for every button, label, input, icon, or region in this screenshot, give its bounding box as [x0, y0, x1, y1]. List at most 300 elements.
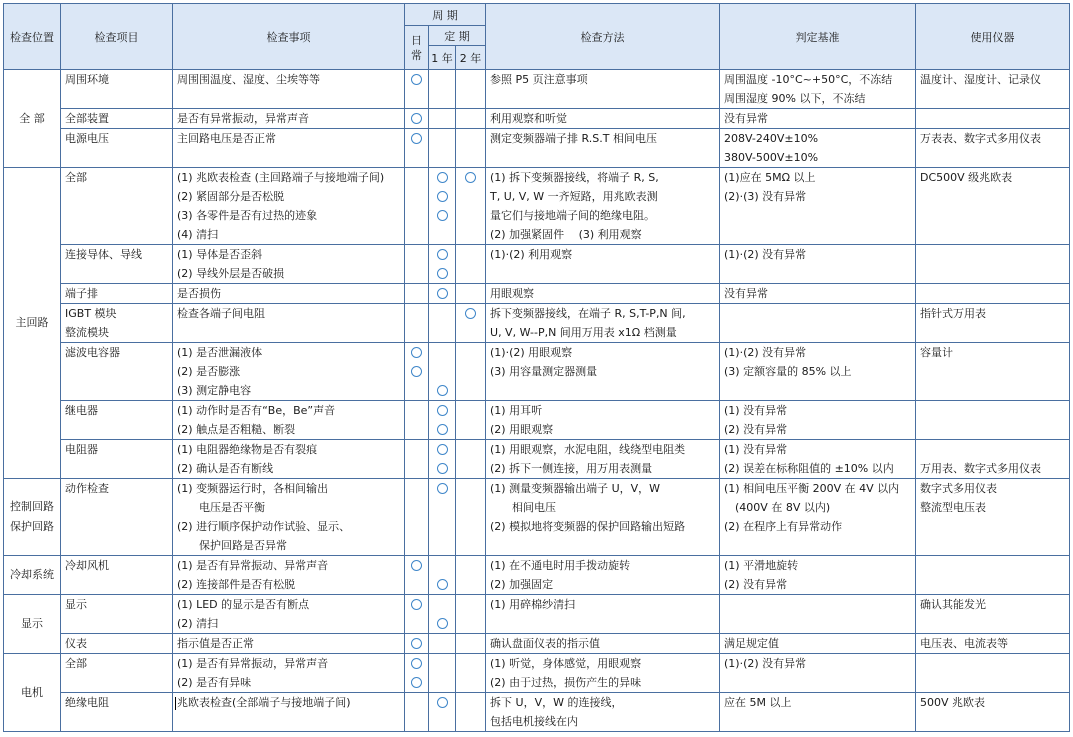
- cell-text-line: (2) 加强固定: [490, 578, 554, 591]
- year1-cell: [429, 479, 456, 556]
- empty-slot: [456, 498, 485, 517]
- header-item: 检查项目: [61, 4, 173, 70]
- cell-text-line: (2) 拆下一侧连接，用万用表测量: [490, 462, 653, 475]
- mark-slot: [405, 70, 428, 89]
- year1-cell: [429, 595, 456, 634]
- empty-slot: [405, 304, 428, 323]
- cell-text-line: (3) 各零件是否有过热的迹象: [177, 209, 318, 222]
- cell-text-line: 测定变频器端子排 R.S.T 相间电压: [490, 132, 657, 145]
- empty-slot: [456, 343, 485, 362]
- item-cell: [61, 168, 173, 245]
- cell-text-line: 周围围温度、湿度、尘埃等等: [177, 73, 320, 86]
- instrument-cell: [916, 556, 1070, 595]
- header-year1: 1 年: [429, 46, 456, 70]
- instrument-cell: [916, 245, 1070, 284]
- circle-mark-icon: [437, 697, 448, 708]
- empty-slot: [405, 381, 428, 400]
- cell-text-line: 兆欧表检查(全部端子与接地端子间): [177, 696, 351, 709]
- empty-slot: [405, 225, 428, 244]
- year1-cell: [429, 654, 456, 693]
- cell-text-line: 连接导体、导线: [65, 248, 142, 261]
- cell-text-line: 容量计: [920, 346, 954, 359]
- table-row: [4, 70, 1070, 109]
- empty-slot: [429, 556, 455, 575]
- empty-slot: [405, 245, 428, 264]
- empty-slot: [405, 187, 428, 206]
- empty-slot: [429, 148, 455, 167]
- cell-text-line: 温度计、湿度计、记录仪: [920, 73, 1042, 86]
- cell-text-line: 量它们与接地端子间的绝缘电阻。: [490, 209, 656, 222]
- mark-slot: [429, 420, 455, 439]
- year1-cell: [429, 634, 456, 654]
- empty-slot: [456, 614, 485, 633]
- category-cell: 电机: [4, 654, 61, 732]
- empty-slot: [405, 264, 428, 283]
- cell-text-line: (2) 连接部件是否有松脱: [177, 578, 296, 591]
- circle-mark-icon: [437, 249, 448, 260]
- year1-cell: [429, 343, 456, 401]
- year2-cell: [456, 70, 486, 109]
- cell-text-line: [916, 284, 1069, 303]
- criteria-cell: [720, 70, 916, 109]
- circle-mark-icon: [411, 366, 422, 377]
- cell-text-line: 全部: [65, 657, 87, 670]
- empty-slot: [429, 712, 455, 731]
- cell-text-line: 确认其能发光: [920, 598, 987, 611]
- cell-text-line: [720, 304, 915, 323]
- criteria-cell: [720, 595, 916, 634]
- cell-text-line: 电源电压: [65, 132, 109, 145]
- cell-text-line: 滤波电容器: [65, 346, 120, 359]
- method-cell: [486, 595, 720, 634]
- table-row: [4, 479, 1070, 556]
- cell-text-line: (1) 测量变频器输出端子 U，V，W: [490, 482, 661, 495]
- category-cell: 显示: [4, 595, 61, 654]
- year2-cell: [456, 401, 486, 440]
- circle-mark-icon: [437, 268, 448, 279]
- daily-cell: [405, 109, 429, 129]
- daily-cell: [405, 440, 429, 479]
- circle-mark-icon: [411, 74, 422, 85]
- circle-mark-icon: [437, 172, 448, 183]
- cell-text-line: 380V-500V±10%: [724, 151, 819, 164]
- empty-slot: [456, 245, 485, 264]
- mark-slot: [429, 206, 455, 225]
- mark-slot: [405, 343, 428, 362]
- year2-cell: [456, 304, 486, 343]
- mark-slot: [405, 556, 428, 575]
- mark-slot: [429, 459, 455, 478]
- instrument-cell: [916, 284, 1070, 304]
- empty-slot: [456, 712, 485, 731]
- method-cell: [486, 479, 720, 556]
- mark-slot: [429, 264, 455, 283]
- cell-text-line: 显示: [65, 598, 87, 611]
- table-row: [4, 304, 1070, 343]
- daily-cell: [405, 634, 429, 654]
- daily-cell: [405, 595, 429, 634]
- circle-mark-icon: [411, 599, 422, 610]
- cell-text-line: 拆下 U，V，W 的连接线，: [490, 696, 623, 709]
- table-row: [4, 109, 1070, 129]
- cell-text-line: (1)·(2) 用眼观察: [490, 346, 573, 359]
- circle-mark-icon: [411, 133, 422, 144]
- cell-text-line: 继电器: [65, 404, 98, 417]
- category-cell: 控制回路 保护回路: [4, 479, 61, 556]
- cell-text-line: [916, 556, 1069, 575]
- empty-slot: [429, 634, 455, 653]
- empty-slot: [456, 420, 485, 439]
- method-cell: [486, 693, 720, 732]
- empty-slot: [456, 264, 485, 283]
- cell-text-line: 满足规定值: [724, 637, 780, 650]
- empty-slot: [456, 284, 485, 303]
- empty-slot: [456, 536, 485, 555]
- matter-cell: [173, 556, 405, 595]
- cell-text-line: (2) 触点是否粗糙、断裂: [177, 423, 296, 436]
- circle-mark-icon: [437, 483, 448, 494]
- empty-slot: [456, 362, 485, 381]
- empty-slot: [429, 343, 455, 362]
- cell-text-line: 500V 兆欧表: [920, 696, 986, 709]
- cell-text-line: 周围温度 -10°C~+50°C，不冻结: [724, 73, 893, 86]
- category-cell: 冷却系统: [4, 556, 61, 595]
- cell-text-line: (1) 平滑地旋转: [724, 559, 799, 572]
- cell-text-line: 电阻器: [65, 443, 98, 456]
- criteria-cell: [720, 245, 916, 284]
- empty-slot: [429, 129, 455, 148]
- empty-slot: [456, 459, 485, 478]
- item-cell: [61, 556, 173, 595]
- empty-slot: [405, 401, 428, 420]
- empty-slot: [429, 304, 455, 323]
- cell-text-line: 周围湿度 90% 以下，不冻结: [724, 92, 866, 105]
- matter-cell: [173, 479, 405, 556]
- cell-text-line: 检查各端子间电阻: [177, 307, 265, 320]
- header-instrument: 使用仪器: [916, 4, 1070, 70]
- instrument-cell: [916, 343, 1070, 401]
- matter-cell: [173, 129, 405, 168]
- mark-slot: [456, 168, 485, 187]
- instrument-cell: [916, 634, 1070, 654]
- criteria-cell: [720, 634, 916, 654]
- cell-text-line: (1)·(2) 没有异常: [724, 248, 807, 261]
- item-cell: [61, 109, 173, 129]
- method-cell: [486, 343, 720, 401]
- year2-cell: [456, 693, 486, 732]
- criteria-cell: [720, 401, 916, 440]
- empty-slot: [456, 673, 485, 692]
- cell-text-line: (2)·(3) 没有异常: [724, 190, 807, 203]
- method-cell: [486, 70, 720, 109]
- cell-text-line: 是否损伤: [177, 287, 221, 300]
- circle-mark-icon: [437, 463, 448, 474]
- cell-text-line: (1) 听觉，身体感觉，用眼观察: [490, 657, 642, 670]
- item-cell: [61, 129, 173, 168]
- mark-slot: [429, 245, 455, 264]
- mark-slot: [405, 109, 428, 128]
- cell-text-line: (2) 进行顺序保护动作试验、显示、: [177, 520, 351, 533]
- year2-cell: [456, 168, 486, 245]
- year1-cell: [429, 129, 456, 168]
- cell-text-line: 全部: [65, 171, 87, 184]
- cell-text-line: (1) 是否泄漏液体: [177, 346, 263, 359]
- empty-slot: [405, 148, 428, 167]
- cell-text-line: 相间电压: [490, 501, 557, 514]
- empty-slot: [456, 187, 485, 206]
- criteria-cell: [720, 168, 916, 245]
- empty-slot: [456, 634, 485, 653]
- empty-slot: [405, 614, 428, 633]
- circle-mark-icon: [465, 172, 476, 183]
- cell-text-line: 应在 5M 以上: [724, 696, 792, 709]
- daily-cell: [405, 654, 429, 693]
- empty-slot: [429, 109, 455, 128]
- circle-mark-icon: [411, 560, 422, 571]
- method-cell: [486, 401, 720, 440]
- cell-text-line: (1)·(2) 利用观察: [490, 248, 573, 261]
- cell-text-line: (2) 确认是否有断线: [177, 462, 274, 475]
- table-row: [4, 556, 1070, 595]
- header-matter: 检查事项: [173, 4, 405, 70]
- empty-slot: [405, 536, 428, 555]
- empty-slot: [456, 323, 485, 342]
- instrument-cell: [916, 693, 1070, 732]
- empty-slot: [456, 575, 485, 594]
- instrument-cell: [916, 129, 1070, 168]
- inspection-table: [3, 3, 1070, 732]
- cell-text-line: 电压是否平衡: [177, 501, 265, 514]
- method-cell: [486, 440, 720, 479]
- cell-text-line: 保护回路是否异常: [177, 539, 287, 552]
- method-cell: [486, 109, 720, 129]
- item-cell: [61, 70, 173, 109]
- cell-text-line: 绝缘电阻: [65, 696, 109, 709]
- cell-text-line: (1) 是否有异常振动、异常声音: [177, 559, 329, 572]
- daily-cell: [405, 343, 429, 401]
- cell-text-line: (2) 没有异常: [724, 578, 788, 591]
- table-row: [4, 245, 1070, 284]
- empty-slot: [429, 362, 455, 381]
- mark-slot: [405, 634, 428, 653]
- criteria-cell: [720, 440, 916, 479]
- cell-text-line: (1) 用碎棉纱清扫: [490, 598, 576, 611]
- cell-text-line: (3) 测定静电容: [177, 384, 252, 397]
- circle-mark-icon: [465, 308, 476, 319]
- criteria-cell: [720, 693, 916, 732]
- item-cell: [61, 479, 173, 556]
- cell-text-line: 全部装置: [65, 112, 109, 125]
- empty-slot: [456, 401, 485, 420]
- empty-slot: [429, 225, 455, 244]
- daily-cell: [405, 401, 429, 440]
- cell-text-line: (2) 由于过热，损伤产生的异味: [490, 676, 642, 689]
- criteria-cell: [720, 129, 916, 168]
- year1-cell: [429, 245, 456, 284]
- cell-text-line: (1) 是否有异常振动，异常声音: [177, 657, 329, 670]
- table-row: [4, 440, 1070, 479]
- empty-slot: [405, 206, 428, 225]
- instrument-cell: [916, 479, 1070, 556]
- cell-text-line: 拆下变频器接线，在端子 R, S,T-P,N 间,: [490, 307, 686, 320]
- empty-slot: [456, 479, 485, 498]
- cell-text-line: U, V, W--P,N 间用万用表 x1Ω 档测量: [490, 326, 677, 339]
- empty-slot: [456, 89, 485, 108]
- empty-slot: [456, 556, 485, 575]
- table-row: [4, 693, 1070, 732]
- circle-mark-icon: [437, 210, 448, 221]
- year1-cell: [429, 109, 456, 129]
- cell-text-line: 是否有异常振动，异常声音: [177, 112, 309, 125]
- empty-slot: [456, 654, 485, 673]
- year1-cell: [429, 401, 456, 440]
- year1-cell: [429, 440, 456, 479]
- year2-cell: [456, 654, 486, 693]
- table-row: [4, 654, 1070, 693]
- item-cell: [61, 595, 173, 634]
- mark-slot: [429, 187, 455, 206]
- cell-text-line: (1)应在 5MΩ 以上: [724, 171, 816, 184]
- circle-mark-icon: [437, 405, 448, 416]
- cell-text-line: (400V 在 8V 以内): [724, 501, 831, 514]
- matter-cell: [173, 284, 405, 304]
- cell-text-line: 冷却风机: [65, 559, 109, 572]
- mark-slot: [429, 284, 455, 303]
- empty-slot: [456, 109, 485, 128]
- table-row: [4, 284, 1070, 304]
- cell-text-line: (1) 用眼观察，水泥电阻，线绕型电阻类: [490, 443, 686, 456]
- table-row: [4, 401, 1070, 440]
- cell-text-line: (1)·(2) 没有异常: [724, 657, 807, 670]
- empty-slot: [405, 440, 428, 459]
- criteria-cell: [720, 556, 916, 595]
- item-cell: [61, 440, 173, 479]
- cell-text-line: (2) 用眼观察: [490, 423, 554, 436]
- mark-slot: [429, 381, 455, 400]
- criteria-cell: [720, 284, 916, 304]
- year1-cell: [429, 168, 456, 245]
- empty-slot: [429, 70, 455, 89]
- daily-cell: [405, 693, 429, 732]
- year1-cell: [429, 556, 456, 595]
- matter-cell: [173, 343, 405, 401]
- item-cell: [61, 401, 173, 440]
- empty-slot: [405, 479, 428, 498]
- year1-cell: [429, 284, 456, 304]
- empty-slot: [405, 420, 428, 439]
- header-criteria: 判定基准: [720, 4, 916, 70]
- cell-text-line: (2) 导线外层是否破损: [177, 267, 285, 280]
- cell-text-line: 没有异常: [724, 112, 769, 125]
- table-row: [4, 343, 1070, 401]
- cell-text-line: (1) 兆欧表检查 (主回路端子与接地端子间): [177, 171, 385, 184]
- table-row: [4, 634, 1070, 654]
- item-cell: [61, 693, 173, 732]
- matter-cell: [173, 595, 405, 634]
- circle-mark-icon: [411, 677, 422, 688]
- instrument-cell: [916, 401, 1070, 440]
- year2-cell: [456, 284, 486, 304]
- cell-text-line: T, U, V, W 一齐短路，用兆欧表测: [490, 190, 658, 203]
- cell-text-line: IGBT 模块: [65, 307, 117, 320]
- method-cell: [486, 304, 720, 343]
- empty-slot: [456, 381, 485, 400]
- circle-mark-icon: [437, 444, 448, 455]
- cell-text-line: (1) 电阻器绝缘物是否有裂痕: [177, 443, 318, 456]
- year2-cell: [456, 479, 486, 556]
- daily-cell: [405, 70, 429, 109]
- cell-text-line: (1) 用耳听: [490, 404, 543, 417]
- matter-cell: [173, 440, 405, 479]
- cell-text-line: 万用表、数字式多用仪表: [920, 462, 1042, 475]
- empty-slot: [456, 225, 485, 244]
- cell-text-line: 没有异常: [724, 287, 769, 300]
- cell-text-line: 万表表、数字式多用仪表: [920, 132, 1042, 145]
- cell-text-line: 用眼观察: [490, 287, 535, 300]
- item-cell: [61, 304, 173, 343]
- mark-slot: [456, 304, 485, 323]
- year1-cell: [429, 70, 456, 109]
- empty-slot: [456, 595, 485, 614]
- item-cell: [61, 634, 173, 654]
- instrument-cell: [916, 168, 1070, 245]
- matter-cell: [173, 70, 405, 109]
- cell-text-line: (1) 拆下变频器接线，将端子 R, S,: [490, 171, 659, 184]
- instrument-cell: [916, 595, 1070, 634]
- circle-mark-icon: [437, 288, 448, 299]
- category-cell: 全 部: [4, 70, 61, 168]
- text-cursor: [175, 697, 176, 710]
- matter-cell: [173, 245, 405, 284]
- year2-cell: [456, 109, 486, 129]
- year1-cell: [429, 693, 456, 732]
- year2-cell: [456, 343, 486, 401]
- empty-slot: [405, 693, 428, 712]
- instrument-cell: [916, 109, 1070, 129]
- matter-cell: [173, 304, 405, 343]
- matter-cell: [173, 634, 405, 654]
- instrument-cell: [916, 440, 1070, 479]
- item-cell: [61, 245, 173, 284]
- matter-cell: [173, 401, 405, 440]
- criteria-cell: [720, 109, 916, 129]
- daily-cell: [405, 556, 429, 595]
- criteria-cell: [720, 479, 916, 556]
- cell-text-line: (1) 没有异常: [724, 443, 788, 456]
- cell-text-line: [720, 595, 915, 614]
- circle-mark-icon: [411, 347, 422, 358]
- cell-text-line: [916, 401, 1069, 420]
- empty-slot: [429, 517, 455, 536]
- cell-text-line: 利用观察和听觉: [490, 112, 568, 125]
- header-method: 检查方法: [486, 4, 720, 70]
- cell-text-line: (1)·(2) 没有异常: [724, 346, 807, 359]
- empty-slot: [405, 168, 428, 187]
- method-cell: [486, 654, 720, 693]
- empty-slot: [456, 70, 485, 89]
- empty-slot: [429, 498, 455, 517]
- criteria-cell: [720, 654, 916, 693]
- mark-slot: [429, 614, 455, 633]
- cell-text-line: 整流型电压表: [920, 501, 987, 514]
- matter-cell: [173, 693, 405, 732]
- criteria-cell: [720, 304, 916, 343]
- daily-cell: [405, 304, 429, 343]
- cell-text-line: (1) 在不通电时用手拨动旋转: [490, 559, 631, 572]
- cell-text-line: [916, 654, 1069, 673]
- method-cell: [486, 634, 720, 654]
- year2-cell: [456, 595, 486, 634]
